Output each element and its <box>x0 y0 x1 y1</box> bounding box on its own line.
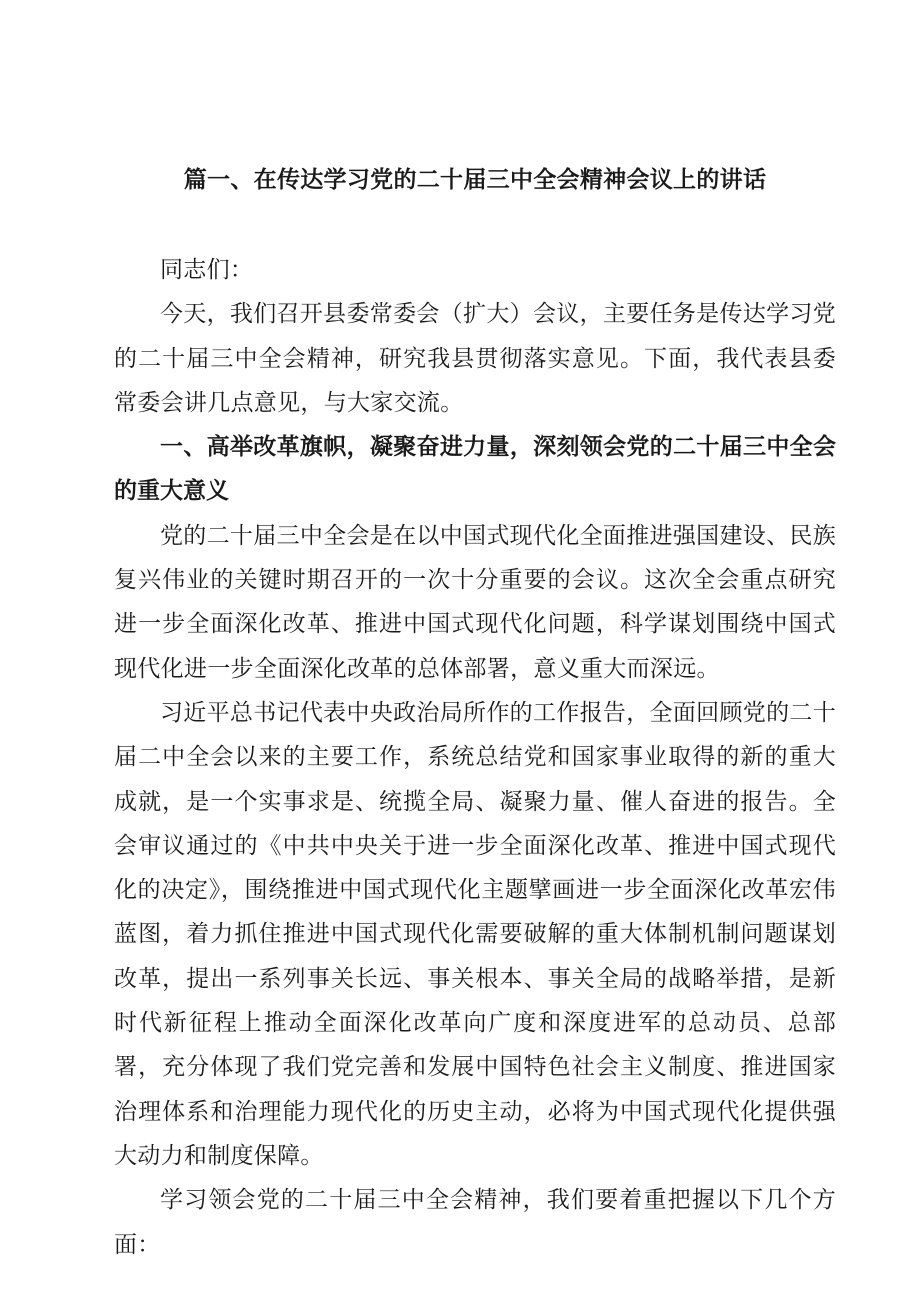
body-paragraph-1: 党的二十届三中全会是在以中国式现代化全面推进强国建设、民族复兴伟业的关键时期召开的一次十分重要的会议。这次全会重点研究进一步全面深化改革、推进中国式现代化问题，科学谋划围绕中国式现代化进一步全面深化改革的总体部署，意义重大而深远。 <box>114 522 836 682</box>
document-body <box>114 248 836 1267</box>
salutation: 同志们： <box>160 257 254 283</box>
body-paragraph-3: 学习领会党的二十届三中全会精神，我们要着重把握以下几个方面： <box>114 1187 836 1258</box>
section-heading-1: 一、高举改革旗帜，凝聚奋进力量，深刻领会党的二十届三中全会的重大意义 <box>114 434 836 505</box>
body-paragraph-2: 习近平总书记代表中央政治局所作的工作报告，全面回顾党的二十届二中全会以来的主要工作，系统总结党和国家事业取得的新的重大成就，是一个实事求是、统揽全局、凝聚力量、催人奋进的报告。全会审议通过的《中共中央关于进一步全面深化改革、推进中国式现代化的决定》，围绕推进中国式现代化主题擘画进一步全面深化改革宏伟蓝图，着力抓住推进中国式现代化需要破解的重大体制机制问题谋划改革，提出一系列事关长远、事关根本、事关全局的战略举措，是新时代新征程上推动全面深化改革向广度和深度进军的总动员、总部署，充分体现了我们党完善和发展中国特色社会主义制度、推进国家治理体系和治理能力现代化的历史主动，必将为中国式现代化提供强大动力和制度保障。 <box>114 699 836 1169</box>
document-title: 篇一、在传达学习党的二十届三中全会精神会议上的讲话 <box>183 167 767 193</box>
document-page <box>114 0 836 1301</box>
intro-paragraph: 今天，我们召开县委常委会（扩大）会议，主要任务是传达学习党的二十届三中全会精神，研究我县贯彻落实意见。下面，我代表县委常委会讲几点意见，与大家交流。 <box>114 301 836 416</box>
